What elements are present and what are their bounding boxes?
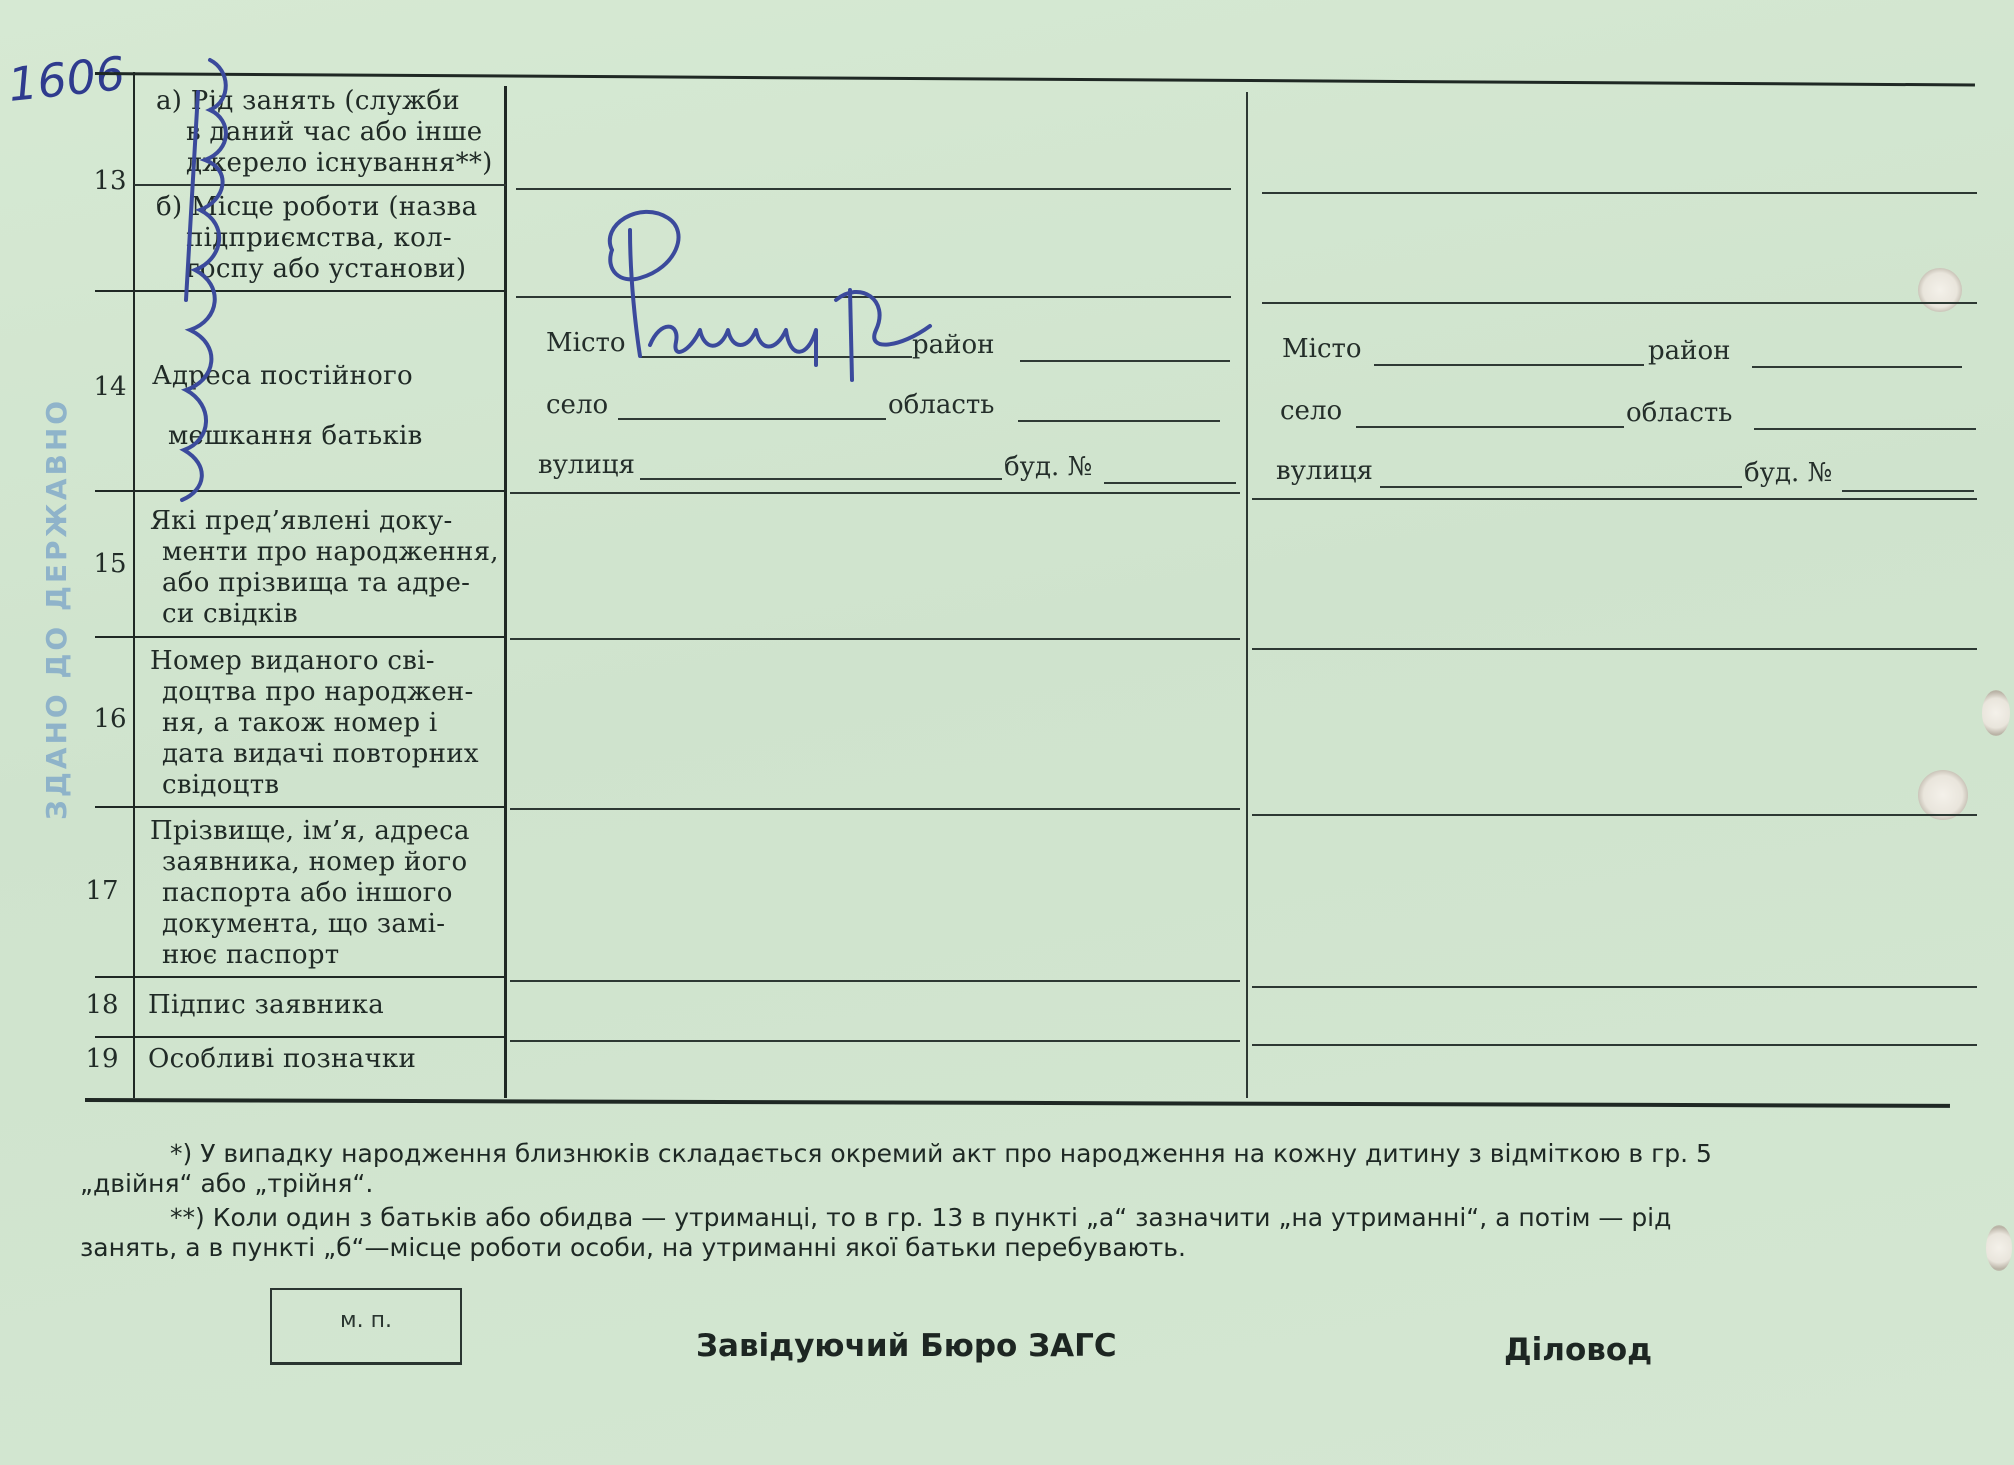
table-bottom-border — [85, 1098, 1950, 1108]
address-village-label-right: село — [1280, 396, 1343, 426]
address-region-field-right — [1754, 428, 1976, 430]
footnote-1-cont — [80, 1168, 373, 1200]
row-divider-13a — [134, 184, 506, 186]
row-divider-16-right — [510, 638, 1240, 640]
punch-hole — [1918, 770, 1968, 820]
label-line: госпу або установи) — [186, 254, 467, 284]
row-number-18: 18 — [85, 990, 119, 1020]
row16-label — [150, 646, 479, 801]
address-district-field-right — [1752, 366, 1962, 368]
punch-hole — [1918, 268, 1962, 312]
label-line: дата видачі повторних — [162, 739, 479, 769]
row-divider-17 — [95, 806, 506, 808]
row-divider-14-far — [1262, 302, 1977, 304]
row-divider-18-right — [510, 980, 1240, 982]
address-region-field-left — [1018, 420, 1220, 422]
row-divider-17-far — [1252, 814, 1977, 816]
row-divider-14 — [95, 290, 506, 292]
row-number-17: 17 — [85, 876, 119, 906]
row-number-14: 14 — [93, 372, 127, 402]
address-city-field-left — [640, 356, 912, 358]
label-line: б) Місце роботи (назва — [156, 192, 478, 222]
signature-clerk: Діловод — [1504, 1332, 1653, 1368]
punch-hole — [1982, 690, 2010, 736]
footnote-1 — [170, 1138, 1712, 1170]
address-street-label-left: вулиця — [538, 450, 635, 480]
row-divider-19 — [95, 1036, 506, 1038]
row-divider-13a-far — [1262, 192, 1977, 194]
label-line: свідоцтв — [162, 770, 280, 800]
address-city-field-right — [1374, 364, 1644, 366]
table-top-border — [95, 72, 1975, 86]
label-line: а) Рід занять (служби — [156, 86, 460, 116]
label-line: заявника, номер його — [162, 847, 468, 877]
row15-label — [150, 506, 499, 630]
label-line: Адреса постійного — [152, 361, 413, 391]
label-line: доцтва про народжен- — [162, 677, 474, 707]
row-divider-19-right — [510, 1040, 1240, 1042]
stamp-place-box — [270, 1288, 462, 1365]
row-divider-15-right — [510, 492, 1240, 494]
footnote-2-line: **) Коли один з батьків або обидва — утриманці, то в гр. 13 в пункті „а“ зазначити „на утриманні“, а потім — рід — [170, 1203, 1672, 1232]
row-divider-17-right — [510, 808, 1240, 810]
row-number-19: 19 — [85, 1044, 119, 1074]
footnote-2 — [170, 1202, 1671, 1234]
row-divider-16-far — [1252, 648, 1977, 650]
label-line: ня, а також номер і — [162, 708, 438, 738]
label-line: паспорта або іншого — [162, 878, 453, 908]
col-divider-middle — [1246, 92, 1248, 1098]
address-building-label-right: буд. № — [1744, 458, 1833, 488]
label-line: джерело існування**) — [186, 148, 493, 178]
label-line: нює паспорт — [162, 940, 340, 970]
row-divider-18-far — [1252, 986, 1977, 988]
label-line: Номер виданого сві- — [150, 646, 435, 676]
address-city-label-left: Місто — [546, 328, 626, 358]
address-street-field-right — [1380, 486, 1742, 488]
row-divider-14-right — [516, 296, 1231, 298]
address-region-label-right: область — [1626, 398, 1733, 428]
address-region-label-left: область — [888, 390, 995, 420]
row-divider-13a-right — [516, 188, 1231, 190]
footnote-2-line: занять, а в пункті „б“—місце роботи особи, на утриманні якої батьки перебувають. — [80, 1233, 1186, 1262]
footnote-1-line: *) У випадку народження близнюків складається окремий акт про народження на кожну дитину з відміткою в гр. 5 — [170, 1139, 1712, 1168]
label-line: Прізвище, ім’я, адреса — [150, 816, 470, 846]
row13b-label — [156, 192, 477, 285]
address-district-field-left — [1020, 360, 1230, 362]
address-building-label-left: буд. № — [1004, 452, 1093, 482]
row-divider-15 — [95, 490, 506, 492]
col-divider-num — [133, 72, 135, 1098]
row19-label: Особливі позначки — [148, 1044, 417, 1074]
address-street-field-left — [640, 478, 1002, 480]
address-city-label-right: Місто — [1282, 334, 1362, 364]
row-divider-19-far — [1252, 1044, 1977, 1046]
row14-label — [152, 346, 423, 466]
row-number-13: 13 — [93, 166, 127, 196]
row13a-label — [156, 86, 493, 179]
row-divider-18 — [95, 976, 506, 978]
label-line: си свідків — [162, 599, 298, 629]
address-street-label-right: вулиця — [1276, 456, 1373, 486]
address-building-field-right — [1842, 490, 1974, 492]
side-archive-stamp: ЗДАНО ДО ДЕРЖАВНО — [40, 397, 73, 820]
row-number-15: 15 — [93, 549, 127, 579]
address-district-label-left: район — [912, 330, 995, 360]
footnote-2-cont — [80, 1232, 1186, 1264]
label-line: підприємства, кол- — [186, 223, 452, 253]
address-village-field-right — [1356, 426, 1624, 428]
row-divider-16 — [95, 636, 506, 638]
label-line: або прізвища та адре- — [162, 568, 471, 598]
row-number-16: 16 — [93, 704, 127, 734]
footnote-1-line: „двійня“ або „трійня“. — [80, 1169, 374, 1198]
address-district-label-right: район — [1648, 336, 1731, 366]
label-line: документа, що замі- — [162, 909, 446, 939]
address-village-field-left — [618, 418, 886, 420]
address-building-field-left — [1104, 482, 1236, 484]
stamp-place-label: м. п. — [340, 1308, 392, 1333]
punch-hole — [1986, 1225, 2012, 1271]
margin-handwritten-number: 1606 — [5, 46, 128, 112]
label-line: в даний час або інше — [186, 117, 483, 147]
signature-head-of-registry: Завідуючий Бюро ЗАГС — [696, 1328, 1117, 1364]
col-divider-label — [504, 86, 507, 1098]
label-line: Які пред’явлені доку- — [150, 506, 453, 536]
label-line: менти про народження, — [162, 537, 499, 567]
row-divider-15-far — [1252, 498, 1977, 500]
address-village-label-left: село — [546, 390, 609, 420]
label-line: мешкання батьків — [168, 421, 423, 451]
row18-label: Підпис заявника — [148, 990, 385, 1020]
row17-label — [150, 816, 470, 971]
